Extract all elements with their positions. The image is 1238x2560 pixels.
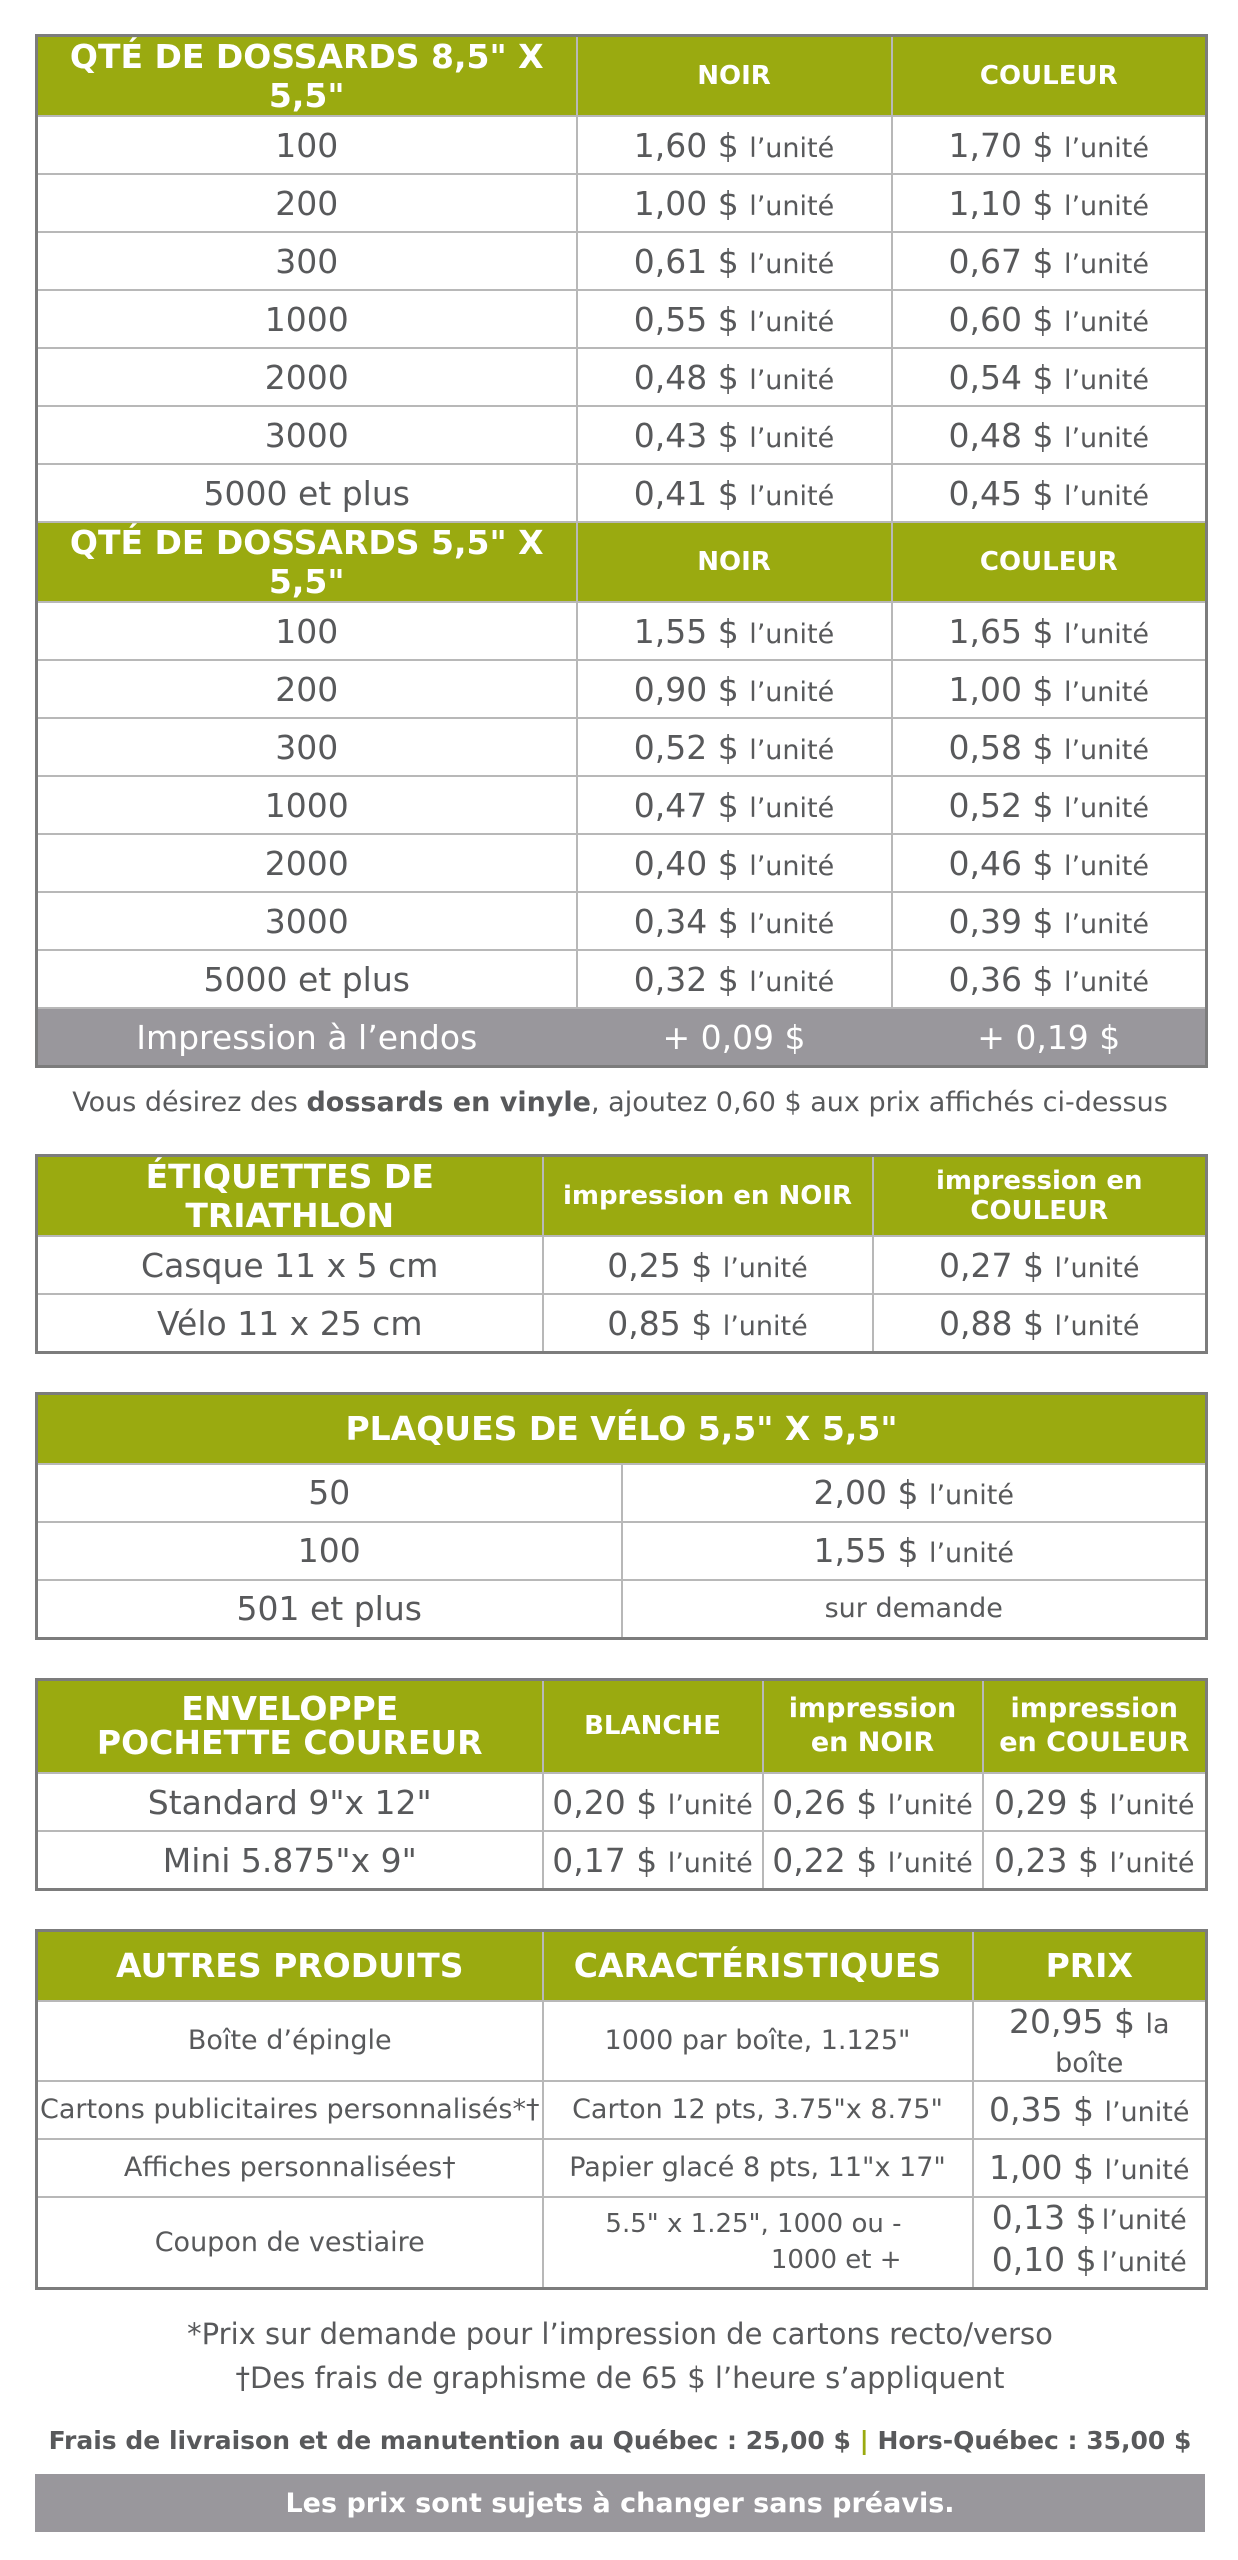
dossards-55-header-noir: NOIR xyxy=(577,522,892,602)
triathlon-couleur xyxy=(873,1236,1207,1294)
dossards-85-couleur xyxy=(892,464,1207,522)
dossards-55-couleur-price: 0,39 $ xyxy=(948,901,1054,941)
triathlon-couleur-price: 0,88 $ xyxy=(939,1303,1044,1343)
plaques-price-unit: l’unité xyxy=(928,1480,1014,1511)
enveloppe-header-couleur-line2: en COULEUR xyxy=(999,1727,1190,1759)
dossards-85-noir-price: 0,48 $ xyxy=(633,357,739,397)
coupon-carac-line2: 1000 et + xyxy=(770,2245,902,2276)
dossards-55-row xyxy=(37,950,1207,1008)
dossards-85-header-couleur: COULEUR xyxy=(892,36,1207,117)
price-sheet xyxy=(35,34,1205,2455)
dossards-55-noir-unit: l’unité xyxy=(749,908,835,940)
dossards-85-qty: 300 xyxy=(37,232,577,290)
dossards-55-noir-unit: l’unité xyxy=(749,792,835,824)
dossards-85-noir-price: 0,55 $ xyxy=(633,299,739,339)
dossards-85-noir-unit: l’unité xyxy=(749,480,835,512)
dossards-55-noir-unit: l’unité xyxy=(749,734,835,766)
autres-row xyxy=(37,2139,1207,2197)
enveloppe-noir-unit: l’unité xyxy=(887,1847,973,1879)
plaques-qty: 100 xyxy=(37,1522,622,1580)
dossards-55-qty: 100 xyxy=(37,602,577,660)
autres-price-unit: la boîte xyxy=(1055,2008,1170,2079)
enveloppe-noir xyxy=(763,1831,983,1890)
triathlon-header-noir: impression en NOIR xyxy=(543,1156,873,1237)
enveloppe-header-couleur xyxy=(983,1679,1207,1773)
enveloppe-blanche-unit: l’unité xyxy=(667,1847,753,1879)
enveloppe-header-line1: ENVELOPPE xyxy=(181,1689,399,1729)
dossards-55-noir-price: 0,40 $ xyxy=(633,843,739,883)
enveloppe-row xyxy=(37,1831,1207,1890)
dossards-85-couleur-price: 1,10 $ xyxy=(948,183,1054,223)
plaques-row xyxy=(37,1522,1207,1580)
plaques-price-price: 2,00 $ xyxy=(813,1473,919,1512)
triathlon-row xyxy=(37,1294,1207,1353)
endos-couleur: + 0,19 $ xyxy=(892,1008,1207,1067)
enveloppe-couleur xyxy=(983,1831,1207,1890)
dossards-55-couleur xyxy=(892,718,1207,776)
plaques-price-price: 1,55 $ xyxy=(813,1531,919,1570)
dossards-85-qty: 100 xyxy=(37,116,577,174)
plaques-price xyxy=(622,1464,1207,1522)
dossards-55-noir-unit: l’unité xyxy=(749,966,835,998)
autres-carac: Papier glacé 8 pts, 11"x 17" xyxy=(543,2139,973,2197)
dossards-85-noir-unit: l’unité xyxy=(749,190,835,222)
endos-label: Impression à l’endos xyxy=(37,1008,577,1067)
triathlon-noir xyxy=(543,1294,873,1353)
dossards-55-couleur-unit: l’unité xyxy=(1063,618,1149,650)
dossards-55-qty: 2000 xyxy=(37,834,577,892)
triathlon-table xyxy=(35,1154,1208,1354)
enveloppe-blanche xyxy=(543,1773,763,1831)
dossards-85-couleur-price: 0,54 $ xyxy=(948,357,1054,397)
triathlon-couleur-price: 0,27 $ xyxy=(939,1245,1044,1285)
enveloppe-header-noir xyxy=(763,1679,983,1773)
triathlon-noir-unit: l’unité xyxy=(722,1252,808,1284)
dossards-85-couleur-price: 1,70 $ xyxy=(948,125,1054,165)
dossards-85-noir-unit: l’unité xyxy=(749,248,835,280)
dossards-55-header-qty: QTÉ DE DOSSARDS 5,5" X 5,5" xyxy=(37,522,577,602)
dossards-85-row xyxy=(37,406,1207,464)
autres-label: Boîte d’épingle xyxy=(37,2001,543,2081)
dossards-55-couleur xyxy=(892,660,1207,718)
enveloppe-header-line2: POCHETTE COUREUR xyxy=(96,1723,483,1763)
vinyle-note-pre: Vous désirez des xyxy=(72,1087,307,1118)
footer-disclaimer: Les prix sont sujets à changer sans préavis. xyxy=(35,2474,1205,2532)
dossards-55-couleur-price: 0,52 $ xyxy=(948,785,1054,825)
plaques-price: sur demande xyxy=(622,1580,1207,1639)
dossards-55-noir-price: 0,90 $ xyxy=(633,669,739,709)
dossards-55-noir-unit: l’unité xyxy=(749,676,835,708)
dossards-85-couleur-unit: l’unité xyxy=(1063,306,1149,338)
dossards-85-header-qty: QTÉ DE DOSSARDS 8,5" X 5,5" xyxy=(37,36,577,117)
enveloppe-noir-price: 0,26 $ xyxy=(772,1782,878,1822)
dossards-55-noir xyxy=(577,602,892,660)
dossards-55-qty: 300 xyxy=(37,718,577,776)
enveloppe-header-noir-line2: en NOIR xyxy=(810,1727,935,1759)
coupon-unit-2: l’unité xyxy=(1101,2247,1187,2279)
dossards-85-qty: 200 xyxy=(37,174,577,232)
dossards-85-couleur xyxy=(892,116,1207,174)
shipping-qc-label: Frais de livraison et de manutention au Québec : xyxy=(48,2426,746,2455)
dossards-85-couleur-unit: l’unité xyxy=(1063,132,1149,164)
triathlon-couleur xyxy=(873,1294,1207,1353)
dossards-55-noir-price: 0,32 $ xyxy=(633,959,739,999)
autres-price xyxy=(973,2081,1207,2139)
note-graphisme: †Des frais de graphisme de 65 $ l’heure s’appliquent xyxy=(235,2361,1005,2395)
autres-label: Cartons publicitaires personnalisés*† xyxy=(37,2081,543,2139)
autres-table xyxy=(35,1929,1208,2290)
dossards-55-noir xyxy=(577,776,892,834)
enveloppe-noir-price: 0,22 $ xyxy=(772,1840,878,1880)
triathlon-noir-unit: l’unité xyxy=(722,1310,808,1342)
coupon-unit-1: l’unité xyxy=(1101,2205,1187,2237)
dossards-55-noir-price: 0,47 $ xyxy=(633,785,739,825)
enveloppe-couleur-unit: l’unité xyxy=(1109,1847,1195,1879)
autres-price xyxy=(973,2001,1207,2081)
triathlon-noir-price: 0,25 $ xyxy=(607,1245,713,1285)
enveloppe-couleur xyxy=(983,1773,1207,1831)
dossards-55-couleur-unit: l’unité xyxy=(1063,676,1149,708)
enveloppe-header-label xyxy=(37,1679,543,1773)
dossards-85-qty: 3000 xyxy=(37,406,577,464)
autres-price-price: 1,00 $ xyxy=(989,2148,1094,2187)
dossards-55-header-couleur: COULEUR xyxy=(892,522,1207,602)
dossards-85-couleur xyxy=(892,232,1207,290)
plaques-qty: 50 xyxy=(37,1464,622,1522)
enveloppe-couleur-unit: l’unité xyxy=(1109,1789,1195,1821)
triathlon-noir-price: 0,85 $ xyxy=(607,1303,713,1343)
dossards-85-noir xyxy=(577,464,892,522)
dossards-55-row xyxy=(37,834,1207,892)
enveloppe-couleur-price: 0,23 $ xyxy=(994,1840,1099,1880)
dossards-85-row xyxy=(37,348,1207,406)
dossards-85-noir-price: 0,41 $ xyxy=(633,473,739,513)
dossards-55-row xyxy=(37,776,1207,834)
coupon-price-1: 0,13 $ xyxy=(991,2198,1097,2238)
endos-row xyxy=(37,1008,1207,1067)
autres-carac: 1000 par boîte, 1.125" xyxy=(543,2001,973,2081)
enveloppe-blanche-price: 0,17 $ xyxy=(552,1840,658,1880)
shipping-separator: | xyxy=(850,2426,878,2455)
dossards-55-qty: 3000 xyxy=(37,892,577,950)
dossards-55-qty: 5000 et plus xyxy=(37,950,577,1008)
enveloppe-blanche xyxy=(543,1831,763,1890)
autres-price xyxy=(973,2139,1207,2197)
dossards-55-couleur-unit: l’unité xyxy=(1063,966,1149,998)
dossards-55-noir-price: 1,55 $ xyxy=(633,611,739,651)
dossards-55-couleur xyxy=(892,776,1207,834)
dossards-55-noir xyxy=(577,718,892,776)
dossards-85-couleur-unit: l’unité xyxy=(1063,364,1149,396)
dossards-85-couleur xyxy=(892,406,1207,464)
triathlon-label: Vélo 11 x 25 cm xyxy=(37,1294,543,1353)
coupon-label: Coupon de vestiaire xyxy=(37,2197,543,2289)
dossards-85-couleur-price: 0,67 $ xyxy=(948,241,1054,281)
enveloppe-row xyxy=(37,1773,1207,1831)
triathlon-couleur-unit: l’unité xyxy=(1054,1252,1140,1284)
enveloppe-blanche-unit: l’unité xyxy=(667,1789,753,1821)
note-recto-verso: *Prix sur demande pour l’impression de cartons recto/verso xyxy=(187,2317,1053,2351)
dossards-55-couleur-unit: l’unité xyxy=(1063,850,1149,882)
triathlon-header-couleur: impression en COULEUR xyxy=(873,1156,1207,1237)
plaques-qty: 501 et plus xyxy=(37,1580,622,1639)
dossards-55-noir xyxy=(577,834,892,892)
vinyle-note-post: , ajoutez 0,60 $ aux prix affichés ci-dessus xyxy=(590,1087,1168,1118)
dossards-55-noir xyxy=(577,892,892,950)
triathlon-label: Casque 11 x 5 cm xyxy=(37,1236,543,1294)
autres-label: Affiches personnalisées† xyxy=(37,2139,543,2197)
plaques-price xyxy=(622,1522,1207,1580)
dossards-85-noir xyxy=(577,174,892,232)
autres-header-carac: CARACTÉRISTIQUES xyxy=(543,1931,973,2001)
enveloppe-table xyxy=(35,1678,1208,1892)
coupon-carac xyxy=(543,2197,973,2289)
plaques-price-unit: l’unité xyxy=(928,1538,1014,1569)
plaques-row xyxy=(37,1464,1207,1522)
dossards-55-couleur-price: 0,46 $ xyxy=(948,843,1054,883)
enveloppe-noir-unit: l’unité xyxy=(887,1789,973,1821)
vinyle-note xyxy=(35,1068,1205,1140)
dossards-85-noir xyxy=(577,116,892,174)
enveloppe-header-blanche: BLANCHE xyxy=(543,1679,763,1773)
shipping-out-label: Hors-Québec : xyxy=(877,2426,1087,2455)
coupon-price-2: 0,10 $ xyxy=(991,2240,1097,2280)
triathlon-noir xyxy=(543,1236,873,1294)
dossards-85-couleur xyxy=(892,348,1207,406)
autres-price-price: 20,95 $ xyxy=(1008,2001,1135,2041)
dossards-85-couleur-price: 0,48 $ xyxy=(948,415,1054,455)
dossards-85-couleur-price: 0,60 $ xyxy=(948,299,1054,339)
shipping-note xyxy=(35,2426,1205,2455)
dossards-85-noir-price: 0,61 $ xyxy=(633,241,739,281)
dossards-55-noir-unit: l’unité xyxy=(749,850,835,882)
dossards-85-noir-price: 1,00 $ xyxy=(633,183,739,223)
dossards-55-couleur-unit: l’unité xyxy=(1063,792,1149,824)
autres-price-unit: l’unité xyxy=(1104,2097,1190,2128)
coupon-carac-line1: 5.5" x 1.25", 1000 ou - xyxy=(605,2209,902,2240)
dossards-85-noir xyxy=(577,348,892,406)
dossards-85-noir-unit: l’unité xyxy=(749,364,835,396)
dossards-55-noir-price: 0,34 $ xyxy=(633,901,739,941)
dossards-85-noir-unit: l’unité xyxy=(749,306,835,338)
dossards-55-qty: 1000 xyxy=(37,776,577,834)
dossards-55-noir xyxy=(577,660,892,718)
autres-row xyxy=(37,2081,1207,2139)
dossards-85-row xyxy=(37,116,1207,174)
dossards-55-couleur-price: 0,58 $ xyxy=(948,727,1054,767)
dossards-55-couleur xyxy=(892,602,1207,660)
enveloppe-header-noir-line1: impression xyxy=(788,1693,957,1725)
triathlon-row xyxy=(37,1236,1207,1294)
dossards-85-noir-price: 1,60 $ xyxy=(633,125,739,165)
dossards-85-couleur xyxy=(892,290,1207,348)
shipping-qc-value: 25,00 $ xyxy=(745,2426,851,2455)
enveloppe-blanche-price: 0,20 $ xyxy=(552,1782,658,1822)
dossards-85-qty: 2000 xyxy=(37,348,577,406)
dossards-55-couleur xyxy=(892,834,1207,892)
dossards-85-noir-unit: l’unité xyxy=(749,422,835,454)
coupon-row xyxy=(37,2197,1207,2289)
dossards-55-noir-price: 0,52 $ xyxy=(633,727,739,767)
dossards-85-qty: 1000 xyxy=(37,290,577,348)
dossards-55-noir-unit: l’unité xyxy=(749,618,835,650)
dossards-55-row xyxy=(37,602,1207,660)
plaques-row xyxy=(37,1580,1207,1639)
dossards-85-header-noir: NOIR xyxy=(577,36,892,117)
dossards-85-couleur-price: 0,45 $ xyxy=(948,473,1054,513)
plaques-title: PLAQUES DE VÉLO 5,5" X 5,5" xyxy=(37,1394,1207,1464)
vinyle-note-bold: dossards en vinyle xyxy=(306,1087,591,1118)
dossards-85-couleur-unit: l’unité xyxy=(1063,248,1149,280)
triathlon-header-label: ÉTIQUETTES DE TRIATHLON xyxy=(37,1156,543,1237)
plaques-table xyxy=(35,1392,1208,1640)
coupon-price xyxy=(973,2197,1207,2289)
dossards-85-noir-unit: l’unité xyxy=(749,132,835,164)
dossards-85-noir-price: 0,43 $ xyxy=(633,415,739,455)
dossards-55-couleur xyxy=(892,892,1207,950)
dossards-55-couleur xyxy=(892,950,1207,1008)
dossards-85-noir xyxy=(577,406,892,464)
dossards-85-noir xyxy=(577,232,892,290)
autres-price-price: 0,35 $ xyxy=(989,2090,1094,2129)
dossards-85-qty: 5000 et plus xyxy=(37,464,577,522)
dossards-55-row xyxy=(37,892,1207,950)
dossards-85-couleur-unit: l’unité xyxy=(1063,480,1149,512)
dossards-85-row xyxy=(37,174,1207,232)
dossards-85-couleur xyxy=(892,174,1207,232)
autres-row xyxy=(37,2001,1207,2081)
dossards-85-noir xyxy=(577,290,892,348)
autres-price-unit: l’unité xyxy=(1104,2155,1190,2186)
dossards-85-couleur-unit: l’unité xyxy=(1063,422,1149,454)
autres-carac: Carton 12 pts, 3.75"x 8.75" xyxy=(543,2081,973,2139)
shipping-out-value: 35,00 $ xyxy=(1086,2426,1192,2455)
dossards-55-noir xyxy=(577,950,892,1008)
endos-noir: + 0,09 $ xyxy=(577,1008,892,1067)
dossards-85-row xyxy=(37,464,1207,522)
enveloppe-label: Mini 5.875"x 9" xyxy=(37,1831,543,1890)
dossards-55-couleur-unit: l’unité xyxy=(1063,908,1149,940)
dossards-55-couleur-price: 0,36 $ xyxy=(948,959,1054,999)
dossards-55-couleur-price: 1,00 $ xyxy=(948,669,1054,709)
dossards-table xyxy=(35,34,1208,1068)
dossards-55-couleur-price: 1,65 $ xyxy=(948,611,1054,651)
enveloppe-noir xyxy=(763,1773,983,1831)
dossards-85-row xyxy=(37,290,1207,348)
dossards-85-couleur-unit: l’unité xyxy=(1063,190,1149,222)
dossards-55-qty: 200 xyxy=(37,660,577,718)
autres-header-label: AUTRES PRODUITS xyxy=(37,1931,543,2001)
triathlon-couleur-unit: l’unité xyxy=(1054,1310,1140,1342)
enveloppe-header-couleur-line1: impression xyxy=(1010,1693,1178,1725)
dossards-55-row xyxy=(37,718,1207,776)
dossards-55-couleur-unit: l’unité xyxy=(1063,734,1149,766)
dossards-85-row xyxy=(37,232,1207,290)
dossards-55-row xyxy=(37,660,1207,718)
enveloppe-label: Standard 9"x 12" xyxy=(37,1773,543,1831)
autres-header-prix: PRIX xyxy=(973,1931,1207,2001)
enveloppe-couleur-price: 0,29 $ xyxy=(994,1782,1099,1822)
